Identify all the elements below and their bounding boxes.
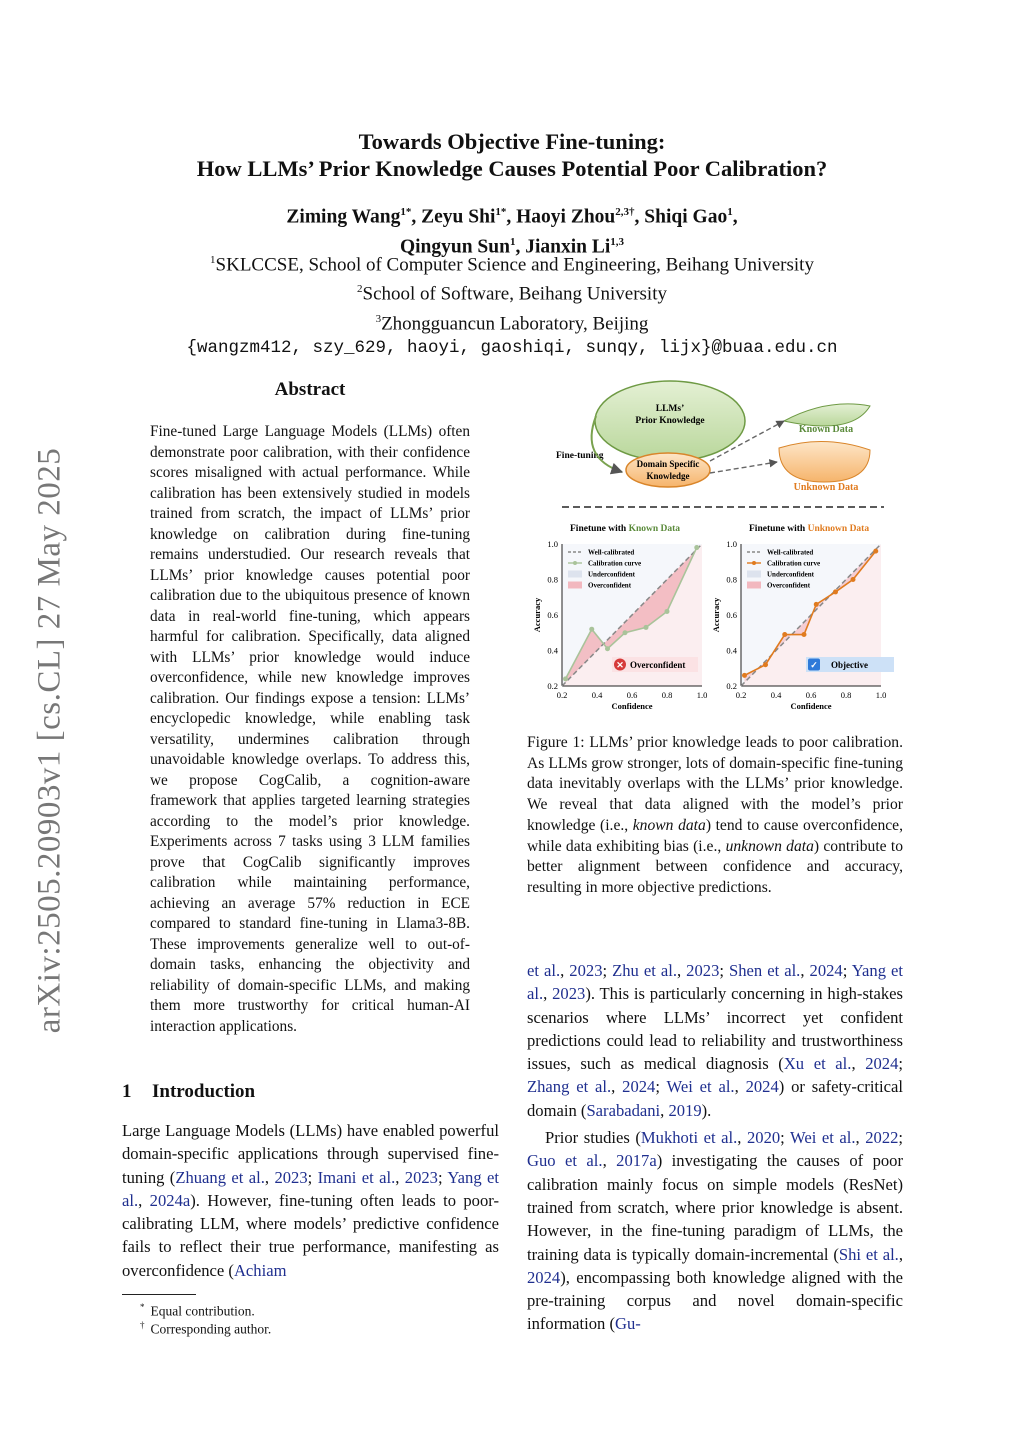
chart-unknown-data [711, 524, 894, 711]
x-tick-label: 0.2 [556, 690, 568, 700]
y-axis-label: Accuracy [532, 597, 542, 633]
calibration-point [851, 577, 856, 582]
legend-label: Underconfident [588, 570, 635, 579]
section-title: Introduction [152, 1081, 256, 1102]
title-line-2: How LLMs’ Prior Knowledge Causes Potential Poor Calibration? [196, 156, 828, 181]
text-run: , [560, 961, 570, 980]
figure-1 [522, 376, 908, 716]
text-run: , [851, 1054, 866, 1074]
author-sup: 1* [495, 206, 507, 218]
text-run: Prior studies ( [545, 1128, 641, 1148]
caption-text: ) tend to cause overconfidence, while data exhibiting bias (i.e., [527, 816, 904, 855]
y-axis-label: Accuracy [711, 597, 721, 633]
text-run: ) investigating the causes of poor calibration mainly focus on simple models (ResNet) trained from scratch, where prior knowledge is absent. However, in the fine-tuning paradigm of LLMs, the training data is typically domain-incremental ( [527, 1151, 903, 1264]
title-line-1: Towards Objective Fine-tuning: [358, 129, 666, 154]
legend-label: Well-calibrated [588, 548, 635, 557]
check-icon-glyph: ✓ [810, 660, 818, 670]
footnote-text: Equal contribution. [150, 1303, 255, 1319]
legend-swatch [568, 571, 582, 578]
legend-label: Overconfident [767, 581, 811, 590]
citation-link[interactable]: Shi et al. [838, 1244, 899, 1264]
citation-link[interactable]: 2020 [746, 1128, 781, 1148]
paragraph [527, 1126, 903, 1336]
intro-paragraph: Large Language Models (LLMs) have enabled powerful domain-specific applications through supervised fine-tuning (Zhuang et al., 2023; Imani et al., 2023; Yang et al., 2024a). However, fine-tuning often leads to poor-calibrating LLM, where models’ predictive confidence fails to reflect their true performance, manifesting as overconfidence (Achiam [122, 1121, 500, 1280]
citation-link[interactable]: 2023 [686, 961, 720, 980]
citation-link[interactable]: 2023 [552, 984, 586, 1004]
x-tick-label: 0.2 [735, 690, 747, 700]
domain-knowledge-label: Knowledge [646, 471, 690, 481]
citation-link[interactable]: 2023 [569, 961, 603, 980]
calibration-point [623, 630, 628, 635]
chart-title-prefix: Finetune with [570, 524, 629, 534]
section-number: 1 [122, 1081, 132, 1102]
section-heading-introduction [122, 1081, 255, 1103]
author-sup: 1 [727, 206, 733, 218]
y-tick-label: 0.6 [726, 610, 737, 620]
citation-link[interactable]: 2024 [745, 1077, 779, 1097]
x-axis-label: Confidence [790, 701, 832, 711]
calibration-point [644, 625, 649, 630]
citation-link[interactable]: Shen et al. [729, 961, 801, 980]
author-emails: {wangzm412, szy_629, haoyi, gaoshiqi, sunqy, lijx}@buaa.edu.cn [186, 337, 838, 358]
x-tick-label: 1.0 [696, 690, 708, 700]
citation-link[interactable]: 2024 [622, 1077, 656, 1097]
citation-link[interactable]: Imani et al. [317, 1167, 396, 1187]
text-run: , [677, 961, 687, 980]
author-sup: 2,3† [615, 206, 635, 218]
author-name: Jianxin Li [525, 236, 611, 257]
text-run: , [660, 1100, 669, 1120]
affil-sup: 3 [375, 312, 382, 325]
x-axis-label: Confidence [611, 701, 653, 711]
affil-sup: 2 [357, 283, 363, 296]
citation-link[interactable]: Wei et al. [790, 1128, 856, 1148]
citation-link[interactable]: Gu- [615, 1314, 641, 1334]
text-run: ; [898, 1054, 904, 1074]
text-run: , [800, 961, 810, 980]
citation-link[interactable]: 2024 [809, 961, 843, 980]
author-name: Shiqi Gao [644, 206, 728, 228]
calibration-point [694, 545, 699, 550]
footnote-rule [122, 1294, 196, 1295]
footnote-mark: † [140, 1320, 145, 1330]
legend-swatch-marker [752, 561, 756, 565]
text-run: ). This is particularly concerning in high-stakes scenarios where LLMs’ incorrect yet confident predictions could lead to reliability and trustworthiness issues, such as medical diagnosis ( [527, 984, 904, 1074]
text-run: ). [701, 1100, 712, 1120]
text-run: ; [898, 1128, 904, 1148]
paper-title [0, 128, 1024, 182]
text-run: ; [780, 1128, 791, 1148]
text-run: ), encompassing both knowledge aligned with the pre-training corpus and novel domain-specific information ( [527, 1267, 903, 1334]
affiliation: SKLCCSE, School of Computer Science and Engineering, Beihang University [215, 254, 814, 276]
legend-swatch-marker [573, 561, 577, 565]
text-run: ; [655, 1077, 667, 1097]
calibration-point [665, 609, 670, 614]
calibration-point [742, 673, 747, 678]
figure-caption [527, 733, 903, 899]
text-run: , [543, 984, 553, 1004]
citation-link[interactable]: et al. [527, 961, 561, 980]
x-icon-glyph: ✕ [616, 660, 624, 670]
text-run: ; [602, 961, 613, 980]
text-run: , [737, 1128, 747, 1148]
citation-link[interactable]: Yang et al. [122, 1167, 500, 1210]
badge-label: Overconfident [630, 660, 686, 670]
author-sup: 1,3 [610, 235, 625, 248]
y-tick-label: 0.4 [547, 645, 558, 656]
calibration-point [873, 549, 878, 554]
author-sup: 1 [509, 235, 516, 248]
citation-link[interactable]: Xu et al. [783, 1054, 852, 1074]
text-run: , [855, 1128, 866, 1148]
author-name: Haoyi Zhou [516, 206, 616, 228]
citation-link[interactable]: Yang et al. [527, 961, 903, 1004]
chart-title-highlight: Known Data [628, 524, 681, 534]
text-run: ). However, fine-tuning often leads to poor-calibrating LLM, where models’ predictive confidence fails to reflect their true performance, manifesting as overconfidence ( [122, 1190, 499, 1280]
caption-text: LLMs’ prior knowledge leads to poor calibration. As LLMs grow stronger, lots of domain-specific fine-tuning data inevitably overlaps with the LLMs’ prior knowledge. We reveal that data aligned with the model’s prior knowledge (i.e., [527, 734, 903, 834]
affil-sup: 1 [210, 254, 216, 266]
calibration-point [802, 632, 807, 637]
footnote-mark: * [140, 1302, 145, 1312]
x-tick-label: 0.4 [591, 690, 603, 700]
author-name: Zeyu Shi [421, 206, 496, 228]
text-run: ) or safety-critical domain ( [527, 1077, 903, 1120]
abstract-text: Fine-tuned Large Language Models (LLMs) often demonstrate poor calibration, with their confidence scores misaligned with actual performance. While calibration has been extensively studied in models trained from scratch, the impact of LLMs’ prior knowledge on calibration during fine-tuning remains understudied. Our research reveals that LLMs’ prior knowledge causes potential poor calibration due to the ubiquitous presence of known data in real-world fine-tuning, which appears harmful for calibration. Specifically, data aligned with LLMs’ prior knowledge would induce overconfidence, while new knowledge improves calibration. Our findings expose a tension: LLMs’ encyclopedic knowledge, while enabling task versatility, undermines calibration through unavoidable knowledge overlaps. To address this, we propose CogCalib, a cognition-aware framework that applies targeted learning strategies according to the model’s prior knowledge. Experiments across 7 tasks using 3 LLM families prove that CogCalib significantly improves calibration while maintaining performance, achieving an average 57% reduction in ECE compared to standard fine-tuning in Llama3-8B. These improvements generalize well to out-of-domain tasks, enhancing the objectivity and reliability of domain-specific LLMs, and making them more trustworthy for critical human-AI interaction applications. [150, 423, 470, 1035]
legend-swatch [568, 582, 582, 589]
citation-link[interactable]: Mukhoti et al. [640, 1128, 738, 1148]
y-tick-label: 0.2 [726, 681, 737, 691]
author-name: Ziming Wang [286, 206, 401, 228]
text-run: Large Language Models (LLMs) have enabled powerful domain-specific applications through supervised fine-tuning ( [122, 1121, 499, 1187]
x-tick-label: 1.0 [875, 690, 887, 700]
citation-link[interactable]: 2024 [865, 1054, 899, 1074]
caption-italic: known data [632, 816, 706, 834]
legend-label: Calibration curve [588, 559, 642, 568]
y-tick-label: 0.4 [726, 645, 737, 656]
caption-label: Figure 1: [527, 734, 585, 751]
legend-label: Underconfident [767, 570, 814, 579]
citation-link[interactable]: 2019 [668, 1100, 702, 1120]
citation-link[interactable]: 2024 [527, 1267, 561, 1287]
legend-label: Overconfident [588, 581, 632, 590]
domain-knowledge-label: Domain Specific [636, 459, 700, 469]
calibration-point [782, 632, 787, 637]
citation-link[interactable]: Zhu et al. [612, 961, 677, 980]
text-run: ; [719, 961, 729, 980]
known-data-shape [784, 404, 870, 426]
legend-label: Calibration curve [767, 559, 821, 568]
badge-label: Objective [831, 660, 868, 670]
unknown-data-label: Unknown Data [793, 482, 859, 493]
citation-link[interactable]: Zhuang et al. [175, 1167, 265, 1187]
chart-title-highlight: Unknown Data [807, 524, 870, 534]
y-tick-label: 0.8 [726, 574, 737, 585]
x-tick-label: 0.6 [805, 690, 817, 700]
chart-title [749, 524, 869, 534]
chart-title [570, 524, 680, 534]
citation-link[interactable]: Zhang et al. [527, 1077, 612, 1097]
legend-swatch [747, 571, 761, 578]
text-run: ; [842, 961, 852, 980]
footnote-text: Corresponding author. [150, 1321, 272, 1337]
unknown-data-shape [779, 441, 870, 482]
citation-link[interactable]: 2023 [404, 1167, 438, 1187]
text-run: , [734, 1077, 746, 1097]
citation-link[interactable]: Wei et al. [666, 1077, 735, 1097]
text-run: , [611, 1077, 623, 1097]
citation-link[interactable]: 2017a [616, 1151, 657, 1171]
citation-link[interactable]: Achiam [233, 1260, 287, 1280]
affiliations [0, 248, 1024, 360]
chart-title-prefix: Finetune with [749, 524, 808, 534]
text-run: , [898, 1244, 903, 1264]
chart-known-data [532, 524, 707, 711]
arxiv-identifier: arXiv:2505.20903v1 [cs.CL] 27 May 2025 [31, 447, 68, 1034]
paragraph [527, 959, 903, 1122]
prior-knowledge-label: LLMs’ [655, 404, 685, 414]
caption-italic: unknown data [725, 837, 814, 855]
author-name: Qingyun Sun [399, 236, 510, 257]
calibration-point [563, 676, 568, 681]
calibration-point [763, 662, 768, 667]
right-column-text [527, 959, 903, 1336]
calibration-point [589, 627, 594, 632]
legend-label: Well-calibrated [767, 548, 814, 557]
affiliation: School of Software, Beihang University [362, 283, 667, 305]
fine-tuning-label: Fine-tuning [556, 451, 604, 461]
footnote [140, 1316, 271, 1339]
author-list: Ziming Wang$^{1*}$, Zeyu Shi$^{1*}$, Haoyi Zhou$^{2,3\dagger}$, Shiqi Gao$^1$, Qingyun Sun$^1$, Jianxin Li$^{1,3}$ [286, 206, 738, 257]
text-run: , [602, 1151, 617, 1171]
affiliation: Zhongguancun Laboratory, Beijing [381, 312, 649, 334]
citation-link[interactable]: 2022 [865, 1128, 899, 1148]
x-tick-label: 0.8 [661, 690, 673, 700]
citation-link[interactable]: Guo et al. [527, 1151, 603, 1171]
legend-swatch [747, 582, 761, 589]
calibration-point [833, 589, 838, 594]
x-tick-label: 0.4 [770, 690, 782, 700]
citation-link[interactable]: Sarabadani [586, 1100, 661, 1120]
prior-knowledge-label: Prior Knowledge [635, 416, 705, 426]
known-data-label: Known Data [798, 424, 854, 435]
y-tick-label: 0.2 [547, 681, 558, 691]
x-tick-label: 0.8 [840, 690, 852, 700]
abstract-heading: Abstract [274, 379, 346, 400]
author-sup: 1* [400, 206, 412, 218]
y-tick-label: 0.6 [547, 610, 558, 620]
citation-link[interactable]: 2023 [274, 1167, 308, 1187]
unknown-arrow [710, 462, 777, 473]
y-tick-label: 1.0 [547, 539, 558, 549]
citation-link[interactable]: 2024a [149, 1190, 191, 1210]
y-tick-label: 0.8 [547, 574, 558, 585]
x-tick-label: 0.6 [626, 690, 638, 700]
caption-text: ) contribute to better alignment between confidence and accuracy, resulting in more objective predictions. [527, 837, 904, 896]
calibration-point [605, 646, 610, 651]
calibration-point [814, 602, 819, 607]
y-tick-label: 1.0 [726, 539, 737, 549]
